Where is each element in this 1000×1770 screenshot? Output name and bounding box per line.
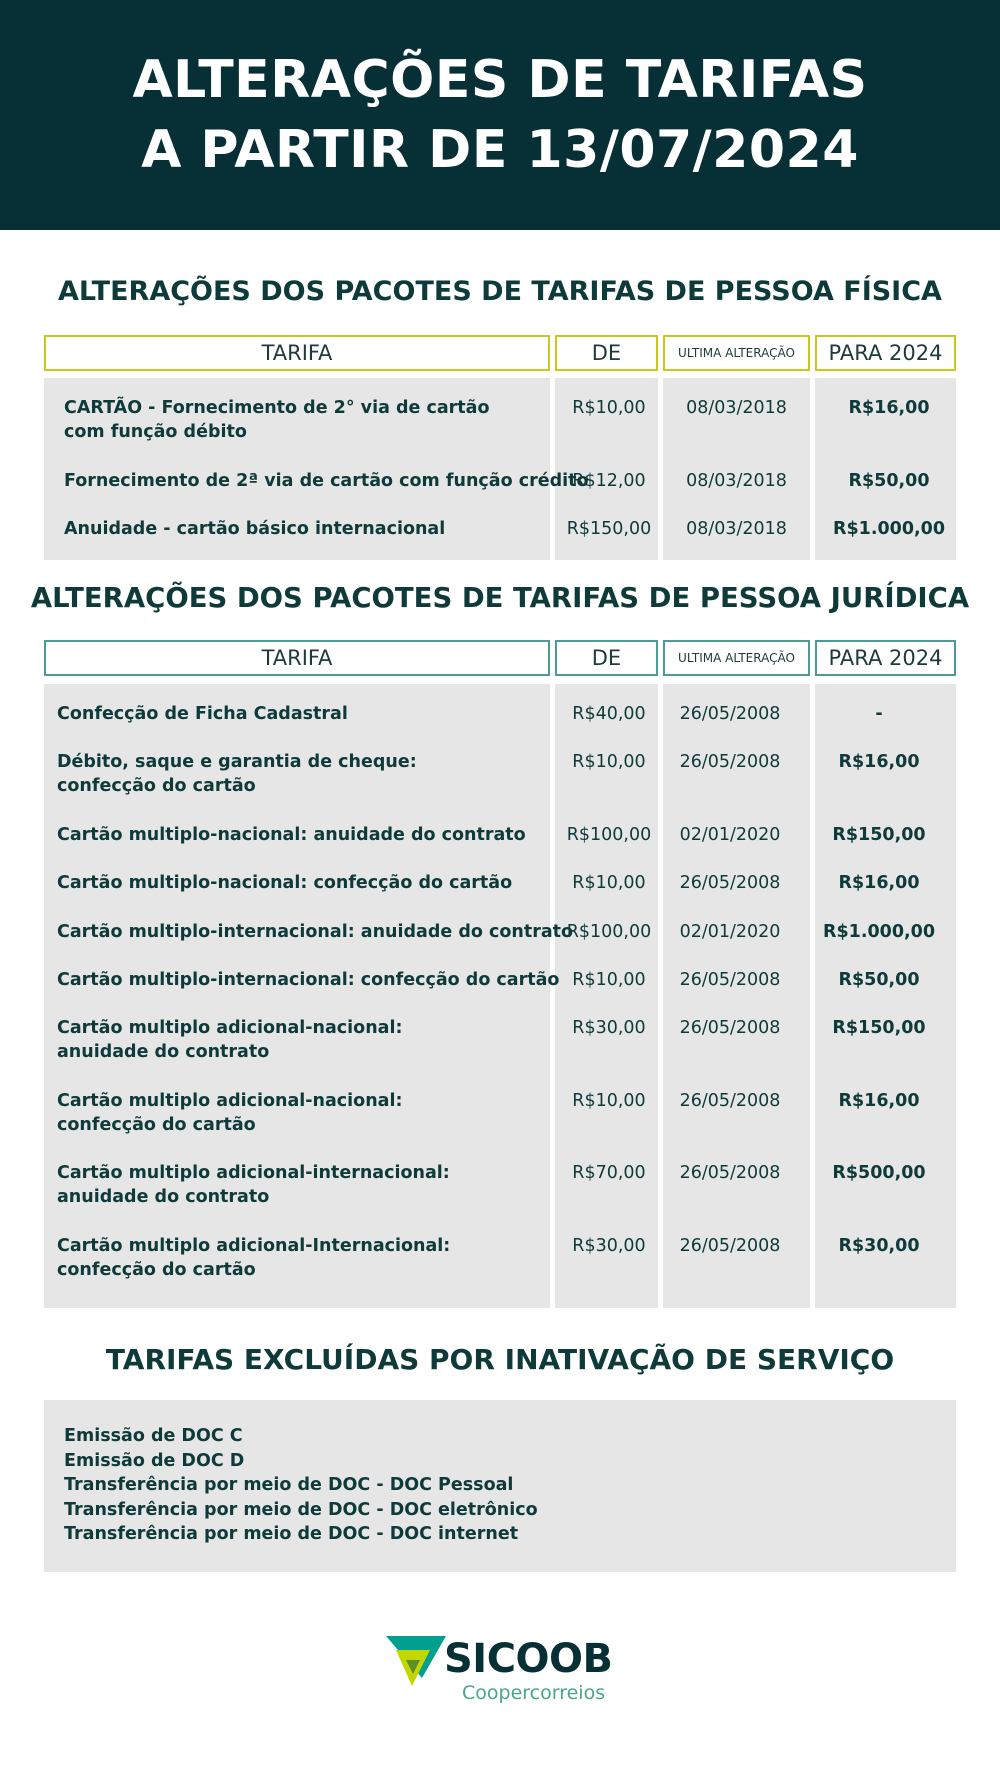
pf-row-ultima: 08/03/2018 <box>686 471 787 491</box>
tarifa-line: anuidade do contrato <box>57 1042 270 1062</box>
pf-col-header-ultima: ULTIMA ALTERAÇÃO <box>663 335 810 371</box>
pj-row-para: R$500,00 <box>832 1163 926 1183</box>
pf-row-de: R$12,00 <box>572 471 646 491</box>
tarifa-line: Fornecimento de 2ª via de cartão com função crédito <box>64 471 589 491</box>
pj-row-de: R$30,00 <box>572 1236 646 1256</box>
sicoob-symbol-icon <box>386 1634 446 1690</box>
pf-row-ultima: 08/03/2018 <box>686 519 787 539</box>
list-item: Transferência por meio de DOC - DOC eletrônico <box>64 1499 538 1520</box>
pj-row-ultima: 26/05/2008 <box>679 873 781 893</box>
pj-row-ultima: 26/05/2008 <box>679 970 781 990</box>
pj-row-de: R$30,00 <box>572 1018 646 1038</box>
pj-row-ultima: 26/05/2008 <box>679 1091 781 1111</box>
excluded-section-title: TARIFAS EXCLUÍDAS POR INATIVAÇÃO DE SERVIÇO <box>105 1343 895 1376</box>
tarifa-line: Cartão multiplo-nacional: confecção do cartão <box>57 873 513 893</box>
tarifa-line: confecção do cartão <box>57 1260 256 1280</box>
pf-row-de: R$150,00 <box>566 519 652 539</box>
list-item: Emissão de DOC C <box>64 1426 243 1446</box>
pj-row-ultima: 02/01/2020 <box>679 922 781 942</box>
pj-row-para: R$1.000,00 <box>822 922 935 942</box>
pj-col-bg-ultima <box>663 684 810 1308</box>
pf-col-header-para: PARA 2024 <box>815 335 956 371</box>
pj-row-ultima: 26/05/2008 <box>679 1018 781 1038</box>
tarifa-line: anuidade do contrato <box>57 1187 270 1207</box>
pj-row-de: R$70,00 <box>572 1163 646 1183</box>
pf-row-de: R$10,00 <box>572 398 646 418</box>
pf-row-para: R$50,00 <box>848 471 930 491</box>
logo-name: SICOOB <box>444 1636 613 1682</box>
list-item: Transferência por meio de DOC - DOC Pessoal <box>64 1475 514 1495</box>
pj-row-tarifa <box>57 968 559 992</box>
pj-row-para: R$16,00 <box>838 752 920 772</box>
pf-col-header-tarifa: TARIFA <box>44 335 550 371</box>
pj-row-de: R$10,00 <box>572 970 646 990</box>
tarifa-line: Confecção de Ficha Cadastral <box>57 704 348 724</box>
pj-section-title: ALTERAÇÕES DOS PACOTES DE TARIFAS DE PESSOA JURÍDICA <box>30 582 970 614</box>
pf-row-tarifa <box>64 396 489 444</box>
tarifa-line: com função débito <box>64 422 247 442</box>
pj-row-tarifa <box>57 1234 450 1282</box>
tarifa-line: Cartão multiplo adicional-nacional: <box>57 1018 403 1038</box>
pj-row-de: R$10,00 <box>572 1091 646 1111</box>
tarifa-line: Cartão multiplo adicional-internacional: <box>57 1163 450 1183</box>
pf-row-tarifa <box>64 517 445 541</box>
pf-col-header-de: DE <box>555 335 658 371</box>
pj-row-tarifa <box>57 823 526 847</box>
pj-row-de: R$40,00 <box>572 704 646 724</box>
tarifa-line: confecção do cartão <box>57 1115 256 1135</box>
pj-row-tarifa <box>57 920 573 944</box>
pj-row-ultima: 26/05/2008 <box>679 1236 781 1256</box>
pf-row-ultima: 08/03/2018 <box>686 398 787 418</box>
pj-col-header-de: DE <box>555 640 658 676</box>
tarifa-line: Cartão multiplo-internacional: anuidade do contrato <box>57 922 574 942</box>
tarifa-line: Débito, saque e garantia de cheque: <box>57 752 417 772</box>
pj-row-ultima: 26/05/2008 <box>679 752 781 772</box>
pj-row-para: R$50,00 <box>838 970 920 990</box>
pj-row-de: R$100,00 <box>566 922 652 942</box>
pj-row-tarifa <box>57 750 417 798</box>
tarifa-line: Cartão multiplo-nacional: anuidade do contrato <box>57 825 526 845</box>
pf-section-title: ALTERAÇÕES DOS PACOTES DE TARIFAS DE PESSOA FÍSICA <box>58 276 942 307</box>
list-item: Emissão de DOC D <box>64 1450 245 1471</box>
pj-row-para: R$150,00 <box>832 1018 926 1038</box>
pj-row-tarifa <box>57 1016 402 1064</box>
excluded-list <box>44 1400 956 1572</box>
pj-row-de: R$10,00 <box>572 752 646 772</box>
pj-col-header-para: PARA 2024 <box>815 640 956 676</box>
tarifa-line: Cartão multiplo-internacional: confecção do cartão <box>57 970 560 990</box>
pj-row-tarifa <box>57 871 512 895</box>
header-title-line-1: ALTERAÇÕES DE TARIFAS <box>132 50 868 110</box>
pj-col-bg-de <box>555 684 658 1308</box>
pj-row-ultima: 26/05/2008 <box>679 704 781 724</box>
pj-row-tarifa <box>57 1161 450 1209</box>
tarifa-line: Cartão multiplo adicional-nacional: <box>57 1091 403 1111</box>
pj-row-ultima: 02/01/2020 <box>679 825 781 845</box>
pj-row-para: R$16,00 <box>838 1091 920 1111</box>
pj-row-para: R$150,00 <box>832 825 926 845</box>
sicoob-logo <box>386 1630 626 1710</box>
pj-col-bg-para <box>815 684 956 1308</box>
pf-row-para: R$16,00 <box>848 398 930 418</box>
pj-row-para: - <box>875 704 883 724</box>
pj-row-ultima: 26/05/2008 <box>679 1163 781 1183</box>
pj-row-tarifa <box>57 1089 402 1137</box>
page-header <box>0 0 1000 230</box>
tarifa-line: Cartão multiplo adicional-Internacional: <box>57 1236 451 1256</box>
tarifa-line: CARTÃO - Fornecimento de 2° via de cartão <box>64 398 490 418</box>
pj-row-de: R$10,00 <box>572 873 646 893</box>
list-item: Transferência por meio de DOC - DOC internet <box>64 1524 519 1544</box>
pj-row-para: R$30,00 <box>838 1236 920 1256</box>
header-title-line-2: A PARTIR DE 13/07/2024 <box>141 120 859 180</box>
pj-row-para: R$16,00 <box>838 873 920 893</box>
tarifa-line: Anuidade - cartão básico internacional <box>64 519 446 539</box>
pf-row-tarifa <box>64 469 589 493</box>
tarifa-line: confecção do cartão <box>57 776 256 796</box>
pf-row-para: R$1.000,00 <box>832 519 945 539</box>
logo-subtitle: Coopercorreios <box>462 1682 606 1704</box>
pj-row-tarifa <box>57 702 348 726</box>
pj-col-header-ultima: ULTIMA ALTERAÇÃO <box>663 640 810 676</box>
pj-col-header-tarifa: TARIFA <box>44 640 550 676</box>
pj-row-de: R$100,00 <box>566 825 652 845</box>
